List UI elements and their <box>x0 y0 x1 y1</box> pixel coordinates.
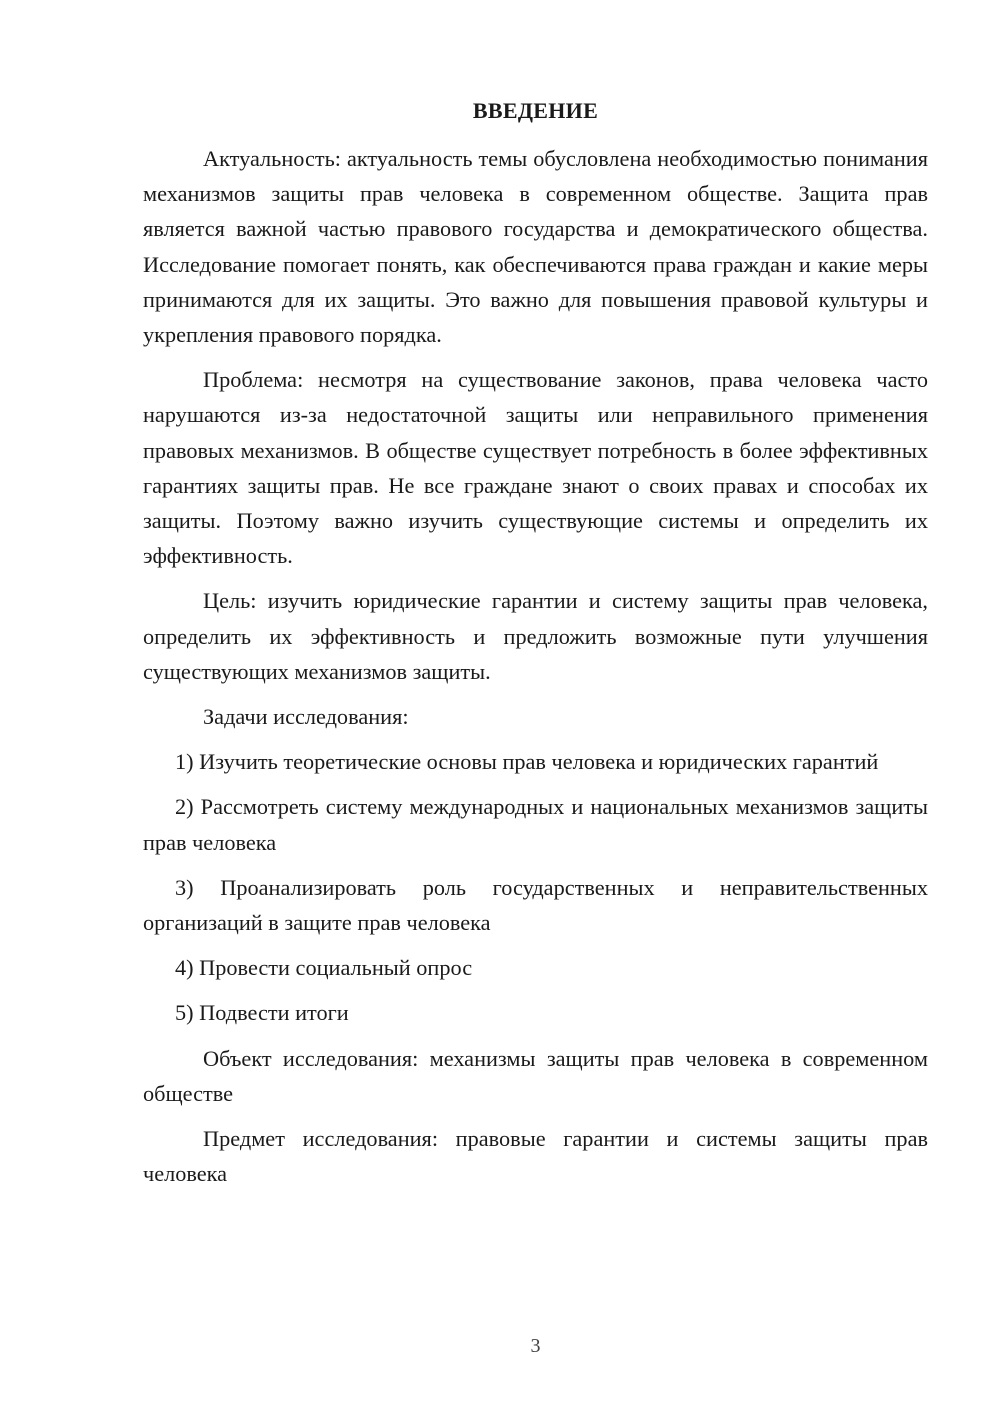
paragraph-problem: Проблема: несмотря на существование законов, права человека часто нарушаются из-за недостаточной защиты или неправильного применения правовых механизмов. В обществе существует потребность в более эффективных гарантиях защиты прав. Не все граждане знают о своих правах и способах их защиты. Поэтому важно изучить существующие системы и определить их эффективность. <box>143 367 928 569</box>
paragraph-tasks-heading: Задачи исследования: <box>203 704 409 730</box>
task-item-1: 1) Изучить теоретические основы прав человека и юридических гарантий <box>175 749 879 775</box>
document-page <box>143 0 928 1414</box>
task-item-2: 2) Рассмотреть систему международных и национальных механизмов защиты прав человека <box>143 794 928 855</box>
task-item-3: 3) Проанализировать роль государственных и неправительственных организаций в защите прав человека <box>143 874 928 936</box>
paragraph-relevance: Актуальность: актуальность темы обусловлена необходимостью понимания механизмов защиты прав человека в современном обществе. Защита прав является важной частью правового государства и демократического общества. Исследование помогает понять, как обеспечиваются права граждан и какие меры принимаются для их защиты. Это важно для повышения правовой культуры и укрепления правового порядка. <box>143 146 928 348</box>
paragraph-subject: Предмет исследования: правовые гарантии и системы защиты прав человека <box>143 1126 928 1187</box>
document-body <box>143 141 928 1191</box>
task-item-4: 4) Провести социальный опрос <box>175 955 473 981</box>
paragraph-object: Объект исследования: механизмы защиты прав человека в современном обществе <box>143 1045 928 1106</box>
page-number: 3 <box>530 1335 541 1357</box>
paragraph-goal: Цель: изучить юридические гарантии и систему защиты прав человека, определить их эффективность и предложить возможные пути улучшения существующих механизмов защиты. <box>143 588 928 684</box>
task-item-5: 5) Подвести итоги <box>175 1000 349 1026</box>
page-title: ВВЕДЕНИЕ <box>472 98 599 123</box>
